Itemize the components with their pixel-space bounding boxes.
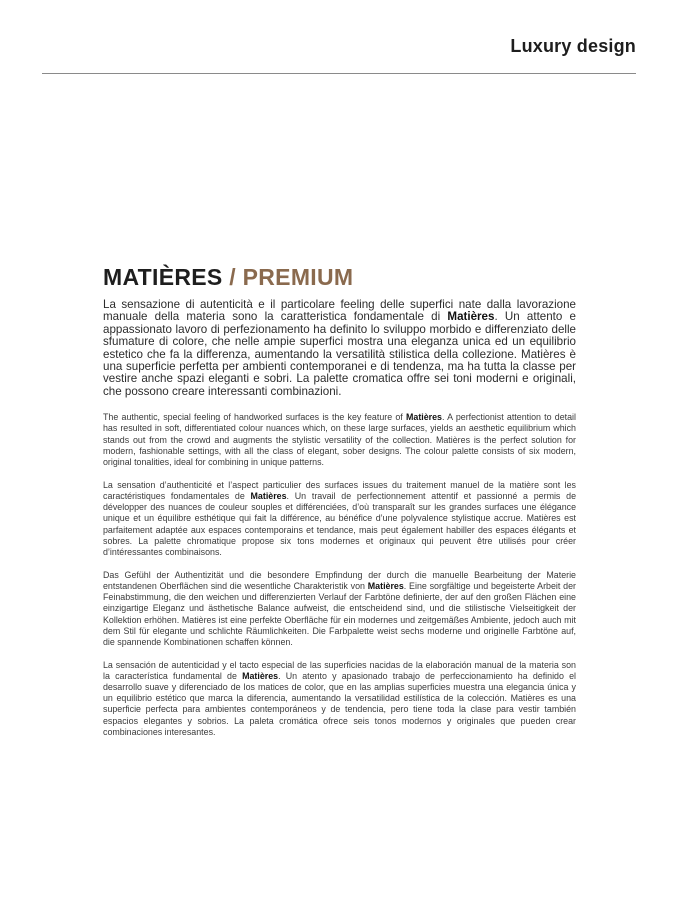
paragraph-spanish <box>103 660 576 738</box>
paragraph-text-before: La sensazione di autenticità e il particolare feeling delle superfici nate dalla lavorazione manuale della materia sono la caratteristica fondamentale di <box>103 298 576 324</box>
header-title: Luxury design <box>510 36 636 56</box>
brand-name: Matières <box>367 580 404 591</box>
title-subtitle: PREMIUM <box>242 264 354 290</box>
paragraph-text-after: . Un travail de perfectionnement attentif et passionné a permis de développer des nuances de couleur souples et différenciées, d’où transparaît sur les grandes surfaces une élégance unique et un équilibre esthétique qui fait la différence, au bénéfice d’une polyvalence stylistique accrue. Matières est parfaitement adaptée aux espaces contemporains et tendance, mais peut également habiller des espaces élégants et sobres. La palette chromatique propose six tons modernes et originaux qui peuvent être utilisés pour créer d’intéressantes combinaisons. <box>103 490 577 557</box>
brand-name: Matières <box>447 310 495 324</box>
paragraph-italian <box>103 299 576 398</box>
paragraph-text-before: The authentic, special feeling of handworked surfaces is the key feature of <box>103 412 406 423</box>
page-title <box>103 263 576 291</box>
brand-name: Matières <box>250 490 287 501</box>
title-separator: / <box>222 264 243 290</box>
header-divider <box>42 73 636 74</box>
paragraph-text-before: Das Gefühl der Authentizität und die besondere Empfindung der durch die manuelle Bearbeitung der Materie entstandenen Oberflächen sind die wesentliche Charakteristik von <box>103 569 576 591</box>
brand-name: Matières <box>405 412 442 423</box>
paragraph-english <box>103 412 576 468</box>
paragraph-french <box>103 480 576 558</box>
paragraph-text-after: . Un attento e appassionato lavoro di perfezionamento ha definito lo sviluppo morbido e differenziato delle sfumature di colore, che nelle ampie superfici mostra una eleganza unica ed un equilibrio estetico che fa la differenza, aumentando la versatilità stilistica della collezione. Matières è una superficie perfetta per ambienti contemporanei e di tendenza, ma ha tutta la classe per vestire anche spazi eleganti e sobri. La palette cromatica offre sei toni moderni e originali, che possono creare interessanti combinazioni. <box>103 310 577 398</box>
brand-name: Matières <box>242 670 279 681</box>
paragraph-text-after: . Un atento y apasionado trabajo de perfeccionamiento ha definido el desarrollo suave y diferenciado de los matices de color, que en las amplias superficies muestra una elegancia única y un equilibrio estético que marca la diferencia, aumentando la versatilidad estilística de la colección. Matières es una superficie perfecta para ambientes contemporáneos y de tendencia, pero tiene toda la clase para vestir también espacios elegantes y sobrios. La paleta cromática ofrece seis tonos modernos y originales que pueden crear combinaciones interesantes. <box>103 670 576 737</box>
paragraph-text-before: La sensation d’authenticité et l’aspect particulier des surfaces issues du traitement manuel de la matière sont les caractéristiques fondamentales de <box>103 479 576 501</box>
paragraph-text-before: La sensación de autenticidad y el tacto especial de las superficies nacidas de la elaboración manual de la materia son la característica fundamental de <box>103 659 576 681</box>
paragraph-text-after: . Eine sorgfältige und begeisterte Arbeit der Feinabstimmung, die den weichen und differenzierten Verlauf der Farbtöne definierte, der auf den großen Flächen eine einzigartige Eleganz und ästhetische Balance aufweist, die entscheidend sind, und die stilistische Vielseitigkeit der Kollektion erhöhen. Matières ist eine perfekte Oberfläche für ein modernes und zeitgemäßes Ambiente, jedoch auch mit dem Stil für elegante und schlichte Räumlichkeiten. Die Farbpalette weist sechs moderne und originelle Farbtöne auf, die spannende Kombinationen schaffen können. <box>103 580 576 647</box>
paragraph-text-after: . A perfectionist attention to detail has resulted in soft, differentiated colour nuances which, on these large surfaces, yields an aesthetic equilibrium which stands out from the crowd and augments the stylistic versatility of the collection. Matières is the perfect solution for modern, fashionable settings, with all the class of elegant, sober designs. The colour palette consists of six modern, original tonalities, ideal for combining in unique patterns. <box>103 412 576 468</box>
main-content <box>103 263 576 750</box>
paragraph-german <box>103 570 576 648</box>
title-main: MATIÈRES <box>103 264 223 290</box>
